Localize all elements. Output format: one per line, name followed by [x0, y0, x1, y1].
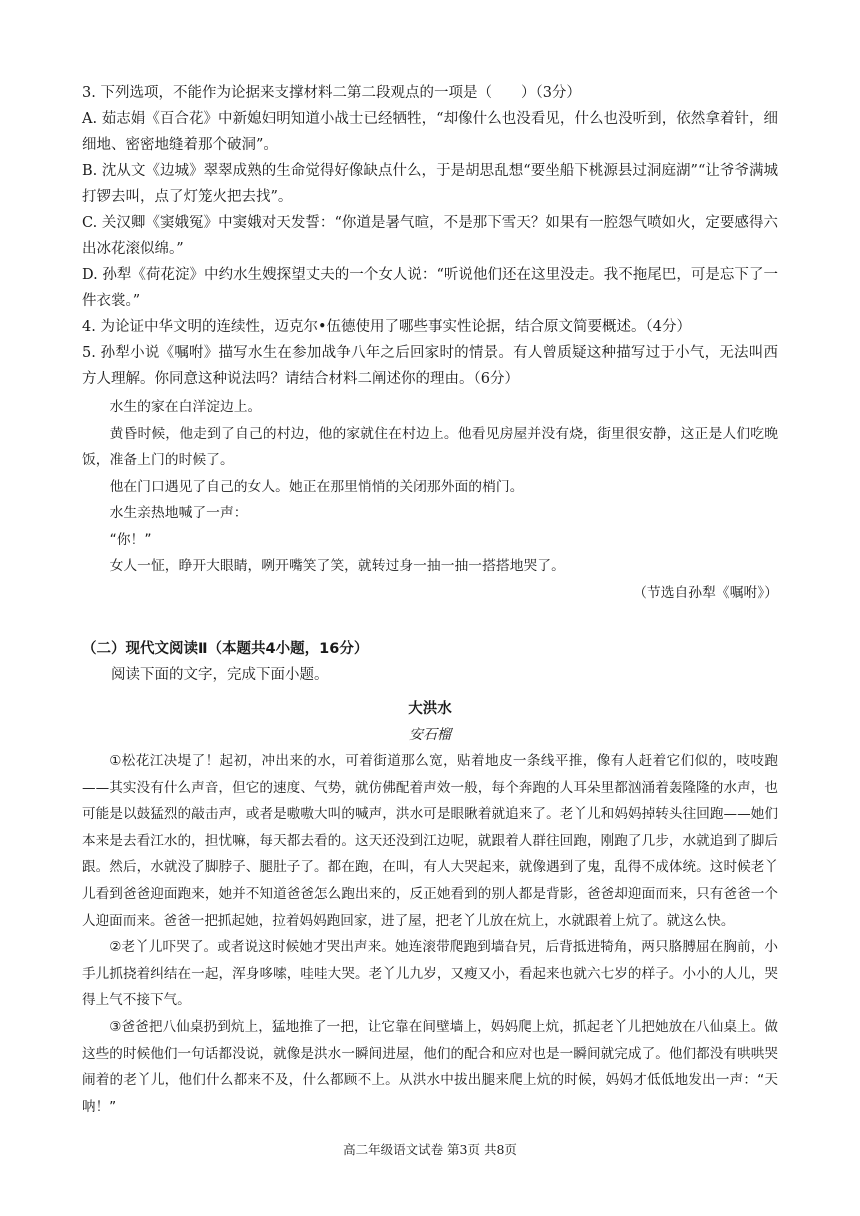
excerpt [82, 394, 778, 606]
article-author: 安石榴 [409, 727, 451, 743]
question-3 [82, 80, 778, 314]
question-4: 4. 为论证中华文明的连续性，迈克尔•伍德使用了哪些事实性论据，结合原文简要概述。（4分） [82, 319, 691, 335]
excerpt-paragraph: “你！” [109, 531, 152, 548]
option-b: B. 沈从文《边城》翠翠成熟的生命觉得好像缺点什么，于是胡思乱想“要坐船下桃源县过洞庭湖”“让爷爷满城打锣去叫，点了灯笼火把去找”。 [82, 163, 778, 205]
section-instruction: 阅读下面的文字，完成下面小题。 [111, 667, 329, 683]
section-heading: （二）现代文阅读Ⅱ（本题共4小题，16分） [82, 641, 369, 657]
excerpt-source: （节选自孙犁《嘱咐》） [633, 584, 778, 601]
excerpt-paragraph: 他在门口遇见了自己的女人。她正在那里悄悄的关闭那外面的梢门。 [109, 478, 524, 495]
article-title: 大洪水 [408, 701, 452, 717]
question-5: 5. 孙犁小说《嘱咐》描写水生在参加战争八年之后回家时的情景。有人曾质疑这种描写过于小气，无法叫西方人理解。你同意这种说法吗？请结合材料二阐述你的理由。（6分） [82, 345, 778, 387]
option-c: C. 关汉卿《窦娥冤》中窦娥对天发誓：“你道是暑气暄，不是那下雪天？如果有一腔怨气喷如火，定要感得六出冰花滚似绵。” [82, 215, 778, 257]
excerpt-paragraph: 水生的家在白洋淀边上。 [109, 399, 262, 415]
article [82, 696, 778, 1120]
excerpt-paragraph: 黄昏时候，他走到了自己的村边，他的家就住在村边上。他看见房屋并没有烧，街里很安静，这正是人们吃晚饭，准备上门的时候了。 [82, 425, 778, 468]
article-paragraph: ③爸爸把八仙桌扔到炕上，猛地推了一把，让它靠在间壁墙上，妈妈爬上炕，抓起老丫儿把她放在八仙桌上。做这些的时候他们一句话都没说，就像是洪水一瞬间进屋，他们的配合和应对也是一瞬间就完成了。他们都没有哄哄哭闹着的老丫儿，他们什么都来不及，什么都顾不上。从洪水中拔出腿来爬上炕的时候，妈妈才低低地发出一声：“天呐！” [82, 1018, 778, 1115]
page-footer: 高二年级语文试卷 第3页 共8页 [343, 1142, 517, 1157]
option-a: A. 茹志娟《百合花》中新媳妇明知道小战士已经牺牲，“却像什么也没看见，什么也没听到，依然拿着针，细细地、密密地缝着那个破洞”。 [82, 111, 778, 153]
option-d: D. 孙犁《荷花淀》中约水生嫂探望丈夫的一个女人说：“听说他们还在这里没走。我不拖尾巴，可是忘下了一件衣裳。” [82, 267, 778, 309]
article-paragraph: ①松花江决堤了！起初，冲出来的水，可着街道那么宽，贴着地皮一条线平推，像有人赶着它们似的，吱吱跑——其实没有什么声音，但它的速度、气势，就仿佛配着声效一般，每个奔跑的人耳朵里都汹涌着轰隆隆的水声，也可能是以鼓猛烈的敲击声，或者是嗷嗷大叫的喊声，洪水可是眼瞅着就追来了。老丫儿和妈妈掉转头往回跑——她们本来是去看江水的，担忧嘛，每天都去看的。这天还没到江边呢，就跟着人群往回跑，刚跑了几步，水就追到了脚后跟。然后，水就没了脚脖子、腿肚子了。都在跑，在叫，有人大哭起来，就像遇到了鬼，乱得不成体统。这时候老丫儿看到爸爸迎面跑来，她并不知道爸爸怎么跑出来的，反正她看到的别人都是背影，爸爸却迎面而来，只有爸爸一个人迎面而来。爸爸一把抓起她，拉着妈妈跑回家，进了屋，把老丫儿放在炕上，水就跟着上炕了。就这么快。 [82, 753, 778, 929]
article-paragraph: ②老丫儿吓哭了。或者说这时候她才哭出声来。她连滚带爬跑到墙旮旯，后背抵进犄角，两只胳膊屈在胸前，小手儿抓挠着纠结在一起，浑身哆嗦，哇哇大哭。老丫儿九岁，又瘦又小，看起来也就六七岁的样子。小小的人儿，哭得上气不接下气。 [82, 939, 778, 1009]
excerpt-paragraph: 水生亲热地喊了一声： [109, 505, 248, 521]
question-stem: 3. 下列选项，不能作为论据来支撑材料二第二段观点的一项是（ ）（3分） [82, 85, 581, 101]
excerpt-paragraph: 女人一怔，睁开大眼睛，咧开嘴笑了笑，就转过身一抽一抽一搭搭地哭了。 [109, 558, 565, 574]
